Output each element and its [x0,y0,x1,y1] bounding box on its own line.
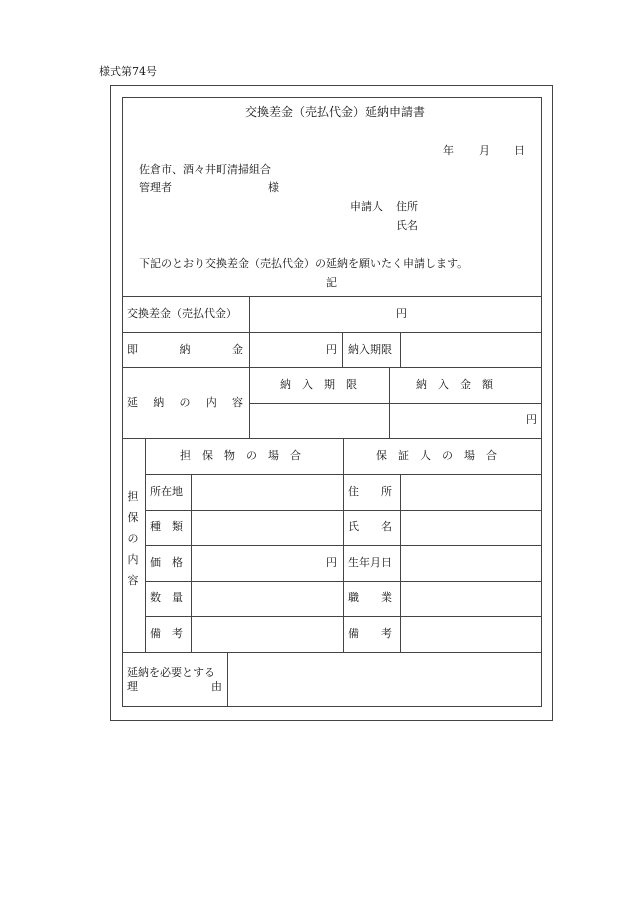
guarantor-header: 保 証 人 の 場 合 [376,449,497,462]
exchange-amount-label: 交換差金（売払代金） [127,307,237,320]
security-side-label [126,491,140,586]
side-char-5: 容 [127,574,139,587]
addressee-org: 佐倉市、酒々井町清掃組合 [139,163,271,176]
guarantor-address-label: 住 所 [348,485,392,498]
side-char-1: 担 [127,490,139,503]
reason-label-char-1: 理 [127,680,138,693]
applicant-address-label: 住所 [396,200,418,213]
request-statement: 下記のとおり交換差金（売払代金）の延納を願いたく申請します。 [139,257,469,270]
payment-amount-yen-unit: 円 [526,413,537,426]
collateral-price-label: 価 格 [150,556,183,569]
exchange-yen-unit: 円 [396,307,407,320]
guarantor-occupation-label: 職 業 [348,591,392,604]
collateral-price-yen-unit: 円 [326,556,337,569]
side-char-4: 内 [127,553,139,566]
side-char-3: の [127,532,139,545]
date-year-label: 年 [443,144,454,157]
form-number: 様式第74号 [99,65,157,78]
collateral-quantity-label: 数 量 [150,591,183,604]
applicant-label: 申請人 [350,200,383,213]
form-title: 交換差金（売払代金）延納申請書 [245,105,426,119]
deferred-content-label [127,397,243,408]
ki-label: 記 [326,276,337,289]
date-month-label: 月 [479,144,490,157]
reason-label-char-2: 由 [211,680,222,693]
collateral-location-label: 所在地 [150,485,183,498]
deferred-content-text: 延 納 の 内 容 [127,396,243,409]
reason-label-line1: 延納を必要とする [127,666,215,679]
side-char-2: 保 [127,511,139,524]
applicant-name-label: 氏名 [396,219,418,232]
collateral-type-label: 種 類 [150,520,183,533]
immediate-payment-label [127,344,243,355]
payment-date-header: 納 入 期 限 [280,378,357,391]
immediate-yen-unit: 円 [326,343,337,356]
payment-amount-header: 納 入 金 額 [416,378,493,391]
collateral-remarks-label: 備 考 [150,627,183,640]
immediate-payment-text: 即 納 金 [127,343,243,356]
addressee-role: 管理者 [139,181,172,194]
date-day-label: 日 [514,144,525,157]
guarantor-remarks-label: 備 考 [348,627,392,640]
collateral-header: 担 保 物 の 場 合 [180,449,301,462]
guarantor-name-label: 氏 名 [348,520,392,533]
addressee-honorific: 様 [268,181,279,194]
due-date-label: 納入期限 [348,343,392,356]
guarantor-birthdate-label: 生年月日 [348,556,392,569]
